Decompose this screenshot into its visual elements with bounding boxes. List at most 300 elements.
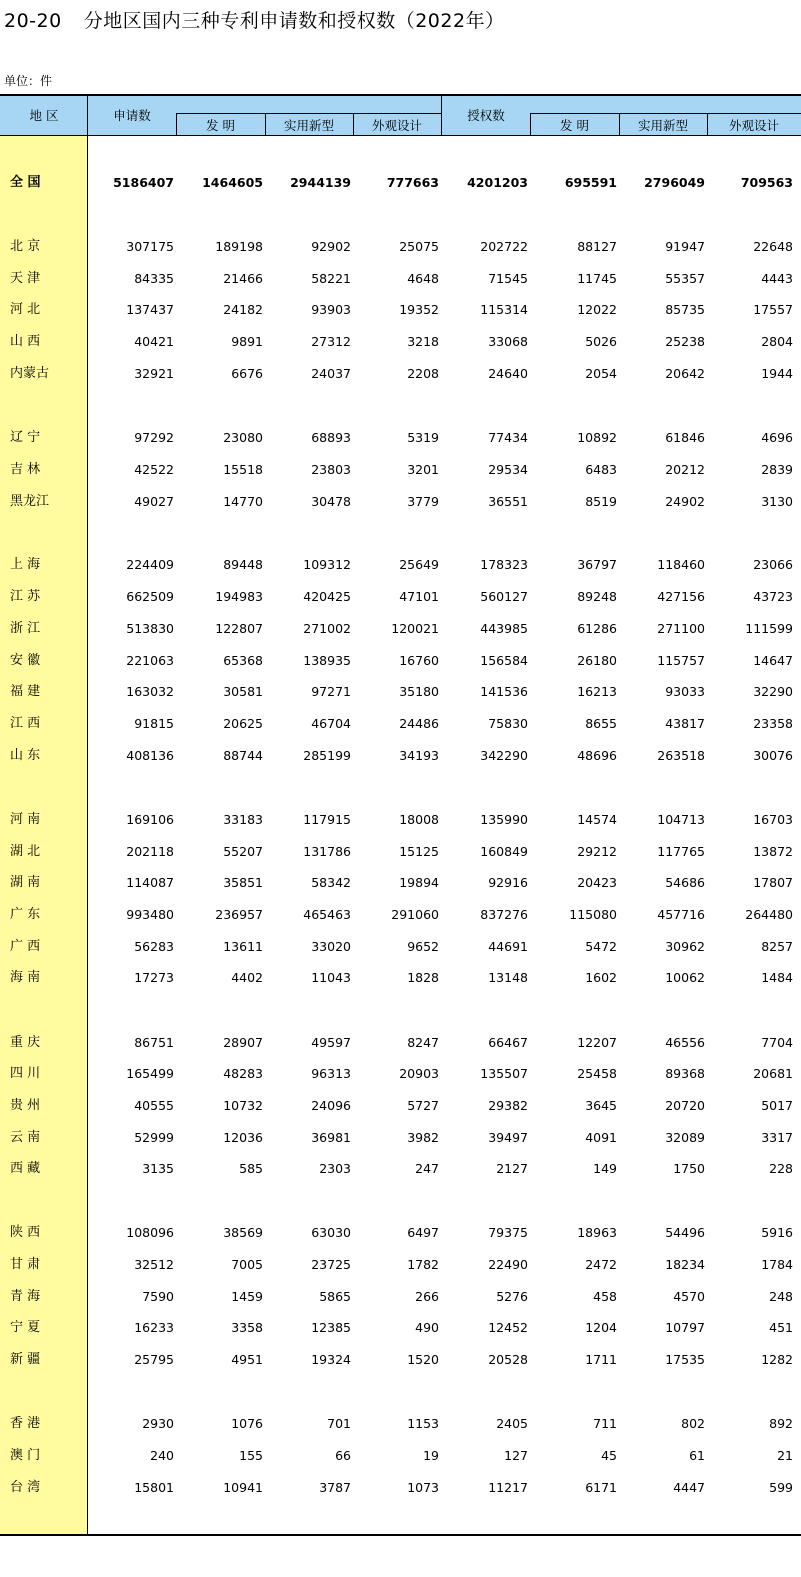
value-cell: 194983 <box>215 589 263 604</box>
value-cell: 61 <box>689 1448 705 1463</box>
value-cell: 10732 <box>223 1098 263 1113</box>
region-name-text: 宁 夏 <box>10 1320 41 1335</box>
value-cell: 2796049 <box>644 175 705 190</box>
value-cell: 15125 <box>399 844 439 859</box>
value-cell: 12207 <box>577 1035 617 1050</box>
value-cell: 115757 <box>657 653 705 668</box>
value-cell: 1076 <box>231 1416 263 1431</box>
value-cell: 92916 <box>488 875 528 890</box>
region-name <box>0 492 88 512</box>
value-cell: 2472 <box>585 1257 617 1272</box>
value-cell: 120021 <box>391 621 439 636</box>
value-cell: 17557 <box>753 302 793 317</box>
value-cell: 48696 <box>577 748 617 763</box>
value-cell: 5017 <box>761 1098 793 1113</box>
value-cell: 26180 <box>577 653 617 668</box>
value-cell: 5186407 <box>113 175 174 190</box>
value-cell: 20423 <box>577 875 617 890</box>
value-cell: 1153 <box>407 1416 439 1431</box>
value-cell: 17273 <box>134 970 174 985</box>
value-cell: 65368 <box>223 653 263 668</box>
value-cell: 25649 <box>399 557 439 572</box>
region-name-text: 甘 肃 <box>10 1257 41 1272</box>
value-cell: 108096 <box>126 1225 174 1240</box>
value-cell: 709563 <box>740 175 793 190</box>
value-cell: 20212 <box>665 462 705 477</box>
value-cell: 8247 <box>407 1035 439 1050</box>
value-cell: 85735 <box>665 302 705 317</box>
value-cell: 20681 <box>753 1066 793 1081</box>
value-cell: 1828 <box>407 970 439 985</box>
value-cell: 1784 <box>761 1257 793 1272</box>
region-name <box>0 587 88 607</box>
value-cell: 3787 <box>319 1480 351 1495</box>
value-cell: 6483 <box>585 462 617 477</box>
value-cell: 221063 <box>126 653 174 668</box>
region-name-text: 湖 南 <box>10 875 41 890</box>
value-cell: 16213 <box>577 684 617 699</box>
value-cell: 61846 <box>665 430 705 445</box>
value-cell: 585 <box>239 1161 263 1176</box>
value-cell: 15518 <box>223 462 263 477</box>
value-cell: 3135 <box>142 1161 174 1176</box>
region-name <box>0 619 88 639</box>
value-cell: 247 <box>415 1161 439 1176</box>
value-cell: 490 <box>415 1320 439 1335</box>
value-cell: 35851 <box>223 875 263 890</box>
value-cell: 30581 <box>223 684 263 699</box>
value-cell: 8257 <box>761 939 793 954</box>
region-name-text: 陕 西 <box>10 1225 41 1240</box>
value-cell: 21466 <box>223 271 263 286</box>
value-cell: 236957 <box>215 907 263 922</box>
value-cell: 4447 <box>673 1480 705 1495</box>
value-cell: 138935 <box>303 653 351 668</box>
value-cell: 35180 <box>399 684 439 699</box>
region-name-text: 四 川 <box>10 1066 41 1081</box>
region-name <box>0 300 88 320</box>
value-cell: 1459 <box>231 1289 263 1304</box>
value-cell: 1711 <box>585 1352 617 1367</box>
value-cell: 20625 <box>223 716 263 731</box>
value-cell: 11043 <box>311 970 351 985</box>
page-title <box>4 6 505 33</box>
value-cell: 10797 <box>665 1320 705 1335</box>
value-cell: 19894 <box>399 875 439 890</box>
value-cell: 28907 <box>223 1035 263 1050</box>
value-cell: 21 <box>777 1448 793 1463</box>
value-cell: 32512 <box>134 1257 174 1272</box>
region-name <box>0 937 88 957</box>
region-name <box>0 714 88 734</box>
region-name-text: 香 港 <box>10 1416 41 1431</box>
region-name-text: 安 徽 <box>10 653 41 668</box>
value-cell: 155 <box>239 1448 263 1463</box>
value-cell: 16760 <box>399 653 439 668</box>
table-bottom-rule <box>0 1534 801 1536</box>
region-name <box>0 873 88 893</box>
value-cell: 1520 <box>407 1352 439 1367</box>
value-cell: 266 <box>415 1289 439 1304</box>
value-cell: 111599 <box>745 621 793 636</box>
value-cell: 3201 <box>407 462 439 477</box>
value-cell: 47101 <box>399 589 439 604</box>
value-cell: 1944 <box>761 366 793 381</box>
header-applications: 申请数 <box>113 108 151 123</box>
header-grants: 授权数 <box>467 108 505 123</box>
value-cell: 24902 <box>665 494 705 509</box>
value-cell: 141536 <box>480 684 528 699</box>
header-top-rule <box>0 94 801 96</box>
value-cell: 96313 <box>311 1066 351 1081</box>
value-cell: 10062 <box>665 970 705 985</box>
region-name-text: 全 国 <box>10 175 41 190</box>
header-region: 地 区 <box>29 108 59 123</box>
header-app-design: 外观设计 <box>371 118 422 133</box>
value-cell: 48283 <box>223 1066 263 1081</box>
value-cell: 24182 <box>223 302 263 317</box>
value-cell: 4402 <box>231 970 263 985</box>
value-cell: 29382 <box>488 1098 528 1113</box>
value-cell: 92902 <box>311 239 351 254</box>
value-cell: 777663 <box>386 175 439 190</box>
value-cell: 837276 <box>480 907 528 922</box>
value-cell: 13611 <box>223 939 263 954</box>
value-cell: 291060 <box>391 907 439 922</box>
value-cell: 451 <box>769 1320 793 1335</box>
value-cell: 2127 <box>496 1161 528 1176</box>
value-cell: 5319 <box>407 430 439 445</box>
value-cell: 17535 <box>665 1352 705 1367</box>
region-name <box>0 332 88 352</box>
value-cell: 23803 <box>311 462 351 477</box>
value-cell: 20720 <box>665 1098 705 1113</box>
value-cell: 7005 <box>231 1257 263 1272</box>
value-cell: 1464605 <box>202 175 263 190</box>
value-cell: 892 <box>769 1416 793 1431</box>
value-cell: 36551 <box>488 494 528 509</box>
region-name <box>0 810 88 830</box>
value-cell: 10941 <box>223 1480 263 1495</box>
value-cell: 4443 <box>761 271 793 286</box>
value-cell: 24037 <box>311 366 351 381</box>
region-name <box>0 1287 88 1307</box>
value-cell: 32921 <box>134 366 174 381</box>
value-cell: 23725 <box>311 1257 351 1272</box>
value-cell: 5026 <box>585 334 617 349</box>
header-app-utility: 实用新型 <box>283 118 334 133</box>
value-cell: 16703 <box>753 812 793 827</box>
value-cell: 13872 <box>753 844 793 859</box>
value-cell: 49597 <box>311 1035 351 1050</box>
region-name-text: 湖 北 <box>10 844 41 859</box>
value-cell: 135990 <box>480 812 528 827</box>
value-cell: 88744 <box>223 748 263 763</box>
value-cell: 18234 <box>665 1257 705 1272</box>
region-name <box>0 746 88 766</box>
value-cell: 560127 <box>480 589 528 604</box>
value-cell: 2804 <box>761 334 793 349</box>
value-cell: 22648 <box>753 239 793 254</box>
value-cell: 271002 <box>303 621 351 636</box>
value-cell: 40555 <box>134 1098 174 1113</box>
value-cell: 178323 <box>480 557 528 572</box>
value-cell: 10892 <box>577 430 617 445</box>
value-cell: 457716 <box>657 907 705 922</box>
region-name <box>0 460 88 480</box>
value-cell: 89448 <box>223 557 263 572</box>
value-cell: 4091 <box>585 1130 617 1145</box>
value-cell: 131786 <box>303 844 351 859</box>
value-cell: 3218 <box>407 334 439 349</box>
value-cell: 7704 <box>761 1035 793 1050</box>
value-cell: 66 <box>335 1448 351 1463</box>
value-cell: 12036 <box>223 1130 263 1145</box>
value-cell: 264480 <box>745 907 793 922</box>
region-name <box>0 1414 88 1434</box>
value-cell: 43723 <box>753 589 793 604</box>
region-name-text: 贵 州 <box>10 1098 41 1113</box>
value-cell: 3130 <box>761 494 793 509</box>
region-name-text: 青 海 <box>10 1289 41 1304</box>
value-cell: 46704 <box>311 716 351 731</box>
value-cell: 3982 <box>407 1130 439 1145</box>
value-cell: 36981 <box>311 1130 351 1145</box>
region-name <box>0 555 88 575</box>
value-cell: 8519 <box>585 494 617 509</box>
value-cell: 25795 <box>134 1352 174 1367</box>
region-name-text: 云 南 <box>10 1130 41 1145</box>
region-name <box>0 1223 88 1243</box>
value-cell: 4951 <box>231 1352 263 1367</box>
value-cell: 7590 <box>142 1289 174 1304</box>
value-cell: 115314 <box>480 302 528 317</box>
value-cell: 5472 <box>585 939 617 954</box>
value-cell: 58342 <box>311 875 351 890</box>
value-cell: 52999 <box>134 1130 174 1145</box>
value-cell: 19352 <box>399 302 439 317</box>
value-cell: 1282 <box>761 1352 793 1367</box>
value-cell: 49027 <box>134 494 174 509</box>
value-cell: 23080 <box>223 430 263 445</box>
value-cell: 89368 <box>665 1066 705 1081</box>
header-grant-utility: 实用新型 <box>637 118 688 133</box>
value-cell: 12452 <box>488 1320 528 1335</box>
value-cell: 43817 <box>665 716 705 731</box>
value-cell: 19 <box>423 1448 439 1463</box>
value-cell: 420425 <box>303 589 351 604</box>
table-title: 分地区国内三种专利申请数和授权数（2022年） <box>83 10 505 32</box>
region-name-text: 新 疆 <box>10 1352 41 1367</box>
value-cell: 271100 <box>657 621 705 636</box>
value-cell: 513830 <box>126 621 174 636</box>
value-cell: 5727 <box>407 1098 439 1113</box>
value-cell: 127 <box>504 1448 528 1463</box>
value-cell: 993480 <box>126 907 174 922</box>
value-cell: 38569 <box>223 1225 263 1240</box>
region-name <box>0 269 88 289</box>
value-cell: 42522 <box>134 462 174 477</box>
value-cell: 55207 <box>223 844 263 859</box>
value-cell: 1602 <box>585 970 617 985</box>
region-name <box>0 237 88 257</box>
value-cell: 3645 <box>585 1098 617 1113</box>
value-cell: 86751 <box>134 1035 174 1050</box>
value-cell: 4696 <box>761 430 793 445</box>
value-cell: 118460 <box>657 557 705 572</box>
value-cell: 19324 <box>311 1352 351 1367</box>
value-cell: 56283 <box>134 939 174 954</box>
value-cell: 115080 <box>569 907 617 922</box>
value-cell: 84335 <box>134 271 174 286</box>
value-cell: 68893 <box>311 430 351 445</box>
value-cell: 27312 <box>311 334 351 349</box>
value-cell: 39497 <box>488 1130 528 1145</box>
value-cell: 465463 <box>303 907 351 922</box>
region-name-text: 海 南 <box>10 970 41 985</box>
value-cell: 160849 <box>480 844 528 859</box>
value-cell: 248 <box>769 1289 793 1304</box>
region-name <box>0 1064 88 1084</box>
value-cell: 1073 <box>407 1480 439 1495</box>
region-name <box>0 1033 88 1053</box>
region-name <box>0 1350 88 1370</box>
table-number: 20-20 <box>4 10 62 32</box>
value-cell: 6497 <box>407 1225 439 1240</box>
value-cell: 29212 <box>577 844 617 859</box>
region-name-text: 西 藏 <box>10 1161 41 1176</box>
value-cell: 30962 <box>665 939 705 954</box>
value-cell: 12022 <box>577 302 617 317</box>
region-name-text: 河 南 <box>10 812 41 827</box>
region-name-text: 吉 林 <box>10 462 41 477</box>
value-cell: 46556 <box>665 1035 705 1050</box>
value-cell: 9891 <box>231 334 263 349</box>
value-cell: 3358 <box>231 1320 263 1335</box>
value-cell: 2944139 <box>290 175 351 190</box>
value-cell: 165499 <box>126 1066 174 1081</box>
region-name-text: 广 东 <box>10 907 41 922</box>
value-cell: 32290 <box>753 684 793 699</box>
unit-label: 单位：件 <box>4 74 53 88</box>
header-grant-design: 外观设计 <box>728 118 779 133</box>
value-cell: 4570 <box>673 1289 705 1304</box>
value-cell: 149 <box>593 1161 617 1176</box>
value-cell: 36797 <box>577 557 617 572</box>
value-cell: 711 <box>593 1416 617 1431</box>
region-name-text: 福 建 <box>10 684 41 699</box>
value-cell: 6676 <box>231 366 263 381</box>
value-cell: 25238 <box>665 334 705 349</box>
value-cell: 9652 <box>407 939 439 954</box>
value-cell: 93033 <box>665 684 705 699</box>
value-cell: 11745 <box>577 271 617 286</box>
value-cell: 20528 <box>488 1352 528 1367</box>
value-cell: 4648 <box>407 271 439 286</box>
value-cell: 11217 <box>488 1480 528 1495</box>
value-cell: 8655 <box>585 716 617 731</box>
value-cell: 93903 <box>311 302 351 317</box>
value-cell: 13148 <box>488 970 528 985</box>
region-name-text: 上 海 <box>10 557 41 572</box>
value-cell: 202118 <box>126 844 174 859</box>
value-cell: 114087 <box>126 875 174 890</box>
value-cell: 25075 <box>399 239 439 254</box>
value-cell: 66467 <box>488 1035 528 1050</box>
region-name <box>0 651 88 671</box>
region-name <box>0 1096 88 1116</box>
value-cell: 263518 <box>657 748 705 763</box>
region-name-text: 澳 门 <box>10 1448 41 1463</box>
value-cell: 30076 <box>753 748 793 763</box>
value-cell: 24096 <box>311 1098 351 1113</box>
region-name-text: 广 西 <box>10 939 41 954</box>
value-cell: 163032 <box>126 684 174 699</box>
value-cell: 342290 <box>480 748 528 763</box>
region-name-text: 黑龙江 <box>10 494 50 509</box>
value-cell: 3779 <box>407 494 439 509</box>
value-cell: 18963 <box>577 1225 617 1240</box>
value-cell: 1484 <box>761 970 793 985</box>
value-cell: 695591 <box>564 175 617 190</box>
value-cell: 77434 <box>488 430 528 445</box>
value-cell: 61286 <box>577 621 617 636</box>
region-name-text: 北 京 <box>10 239 41 254</box>
value-cell: 458 <box>593 1289 617 1304</box>
value-cell: 701 <box>327 1416 351 1431</box>
value-cell: 97271 <box>311 684 351 699</box>
value-cell: 408136 <box>126 748 174 763</box>
value-cell: 2303 <box>319 1161 351 1176</box>
value-cell: 32089 <box>665 1130 705 1145</box>
value-cell: 23358 <box>753 716 793 731</box>
value-cell: 58221 <box>311 271 351 286</box>
region-name-text: 台 湾 <box>10 1480 41 1495</box>
value-cell: 97292 <box>134 430 174 445</box>
value-cell: 91947 <box>665 239 705 254</box>
value-cell: 802 <box>681 1416 705 1431</box>
region-name-text: 内蒙古 <box>10 366 50 381</box>
value-cell: 189198 <box>215 239 263 254</box>
header-sub-rule-applications <box>176 113 442 114</box>
value-cell: 137437 <box>126 302 174 317</box>
value-cell: 29534 <box>488 462 528 477</box>
value-cell: 20903 <box>399 1066 439 1081</box>
value-cell: 224409 <box>126 557 174 572</box>
value-cell: 2054 <box>585 366 617 381</box>
value-cell: 24640 <box>488 366 528 381</box>
value-cell: 427156 <box>657 589 705 604</box>
value-cell: 18008 <box>399 812 439 827</box>
value-cell: 156584 <box>480 653 528 668</box>
value-cell: 104713 <box>657 812 705 827</box>
value-cell: 202722 <box>480 239 528 254</box>
value-cell: 122807 <box>215 621 263 636</box>
value-cell: 17807 <box>753 875 793 890</box>
value-cell: 2930 <box>142 1416 174 1431</box>
region-name <box>0 428 88 448</box>
region-name <box>0 968 88 988</box>
value-cell: 443985 <box>480 621 528 636</box>
value-cell: 79375 <box>488 1225 528 1240</box>
value-cell: 23066 <box>753 557 793 572</box>
value-cell: 109312 <box>303 557 351 572</box>
value-cell: 5916 <box>761 1225 793 1240</box>
value-cell: 71545 <box>488 271 528 286</box>
value-cell: 45 <box>601 1448 617 1463</box>
region-name <box>0 1318 88 1338</box>
value-cell: 1204 <box>585 1320 617 1335</box>
